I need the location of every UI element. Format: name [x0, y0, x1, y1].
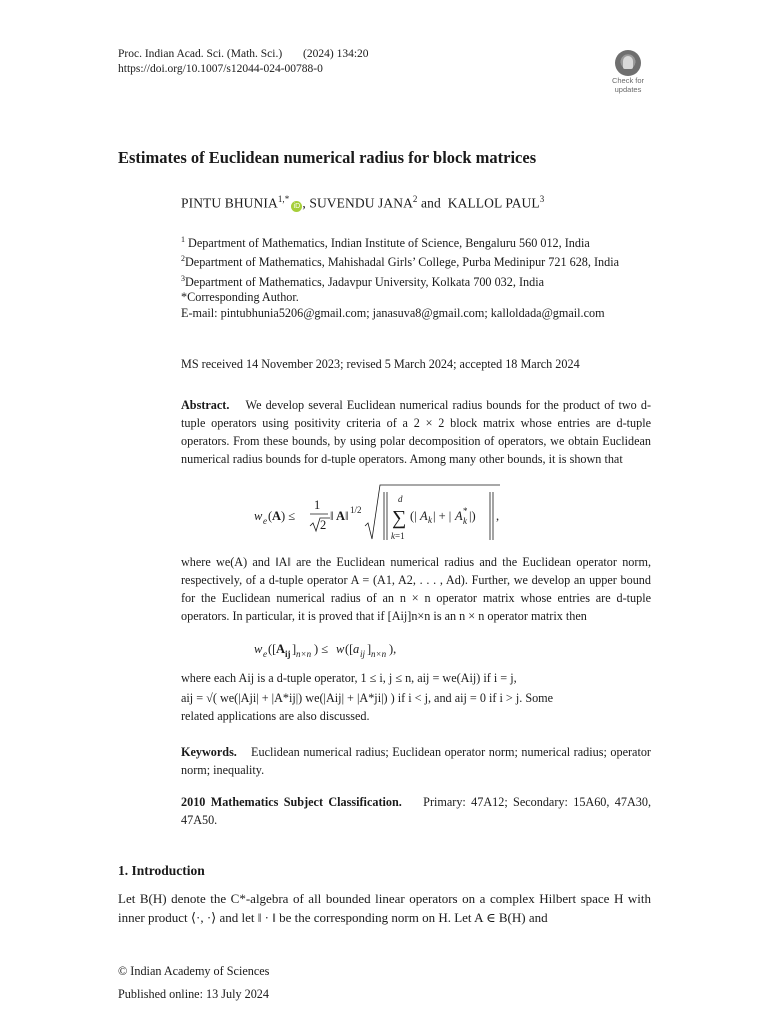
keywords-label: Keywords.: [181, 745, 237, 759]
svg-text:e: e: [263, 649, 267, 659]
equation-2: [254, 638, 454, 660]
published-date: Published online: 13 July 2024: [118, 987, 269, 1001]
svg-text:n×n: n×n: [371, 649, 387, 659]
svg-text:e: e: [263, 516, 267, 526]
svg-text:k: k: [463, 516, 467, 526]
abstract-text-3a: where each Aij is a d-tuple operator, 1 ≤ i, j ≤ n, aij = we(Aij) if i = j,: [181, 671, 517, 685]
svg-text:k=1: k=1: [391, 531, 405, 541]
svg-text:2: 2: [320, 518, 327, 532]
svg-text:) ≤: ) ≤: [314, 642, 329, 656]
abstract-paragraph-3: [181, 669, 651, 725]
svg-text:([: ([: [268, 642, 277, 656]
abstract-paragraph-1: [181, 396, 651, 468]
svg-text:]: ]: [292, 642, 297, 656]
svg-text:n×n: n×n: [296, 649, 312, 659]
author-2: SUVENDU JANA: [309, 195, 413, 211]
svg-text:1: 1: [314, 498, 321, 512]
svg-text:ij: ij: [285, 649, 291, 659]
email-line[interactable]: E-mail: pintubhunia5206@gmail.com; janasuva8@gmail.com; kalloldada@gmail.com: [181, 305, 605, 320]
journal-header: [118, 47, 369, 62]
affiliation-1: $^1$ Department of Mathematics, Indian Institute of Science, Bengaluru 560 012, India: [181, 235, 590, 251]
author-list: PINTU $BHUNIA^{1,*}iD$ , SUVENDU JANA$^2$ and KALLOL PAUL$^3$: [181, 194, 545, 211]
svg-text:A: A: [276, 642, 286, 656]
abstract-label: Abstract.: [181, 398, 230, 412]
journal-name: Proc. Indian Acad. Sci. (Math. Sci.): [118, 48, 283, 60]
corresponding-author: *Corresponding Author.: [181, 290, 299, 305]
svg-text:w: w: [254, 509, 263, 523]
equation-2-graphic: [254, 638, 454, 660]
msc-text: Primary: 47A12; Secondary: 15A60, 47A30, 47A50.: [181, 795, 652, 827]
svg-text:‖: ‖: [330, 509, 334, 523]
author-1-sup: 1,*: [277, 194, 290, 204]
svg-text:A: A: [272, 509, 282, 523]
svg-text:*: *: [463, 506, 468, 516]
author-3-sup: 3: [539, 194, 545, 204]
svg-text:([: ([: [345, 642, 354, 656]
svg-text:ij: ij: [360, 649, 366, 659]
check-badge-line2: updates: [614, 85, 642, 94]
svg-text:a: a: [353, 642, 360, 656]
check-for-updates-badge[interactable]: [606, 50, 650, 94]
keywords-text: Euclidean numerical radius; Euclidean operator norm; numerical radius; operator norm; inequality.: [181, 745, 651, 777]
submission-dates: MS received 14 November 2023; revised 5 March 2024; accepted 18 March 2024: [181, 357, 580, 371]
svg-text:) ≤: ) ≤: [281, 509, 296, 523]
bookmark-icon: [615, 50, 641, 76]
svg-text:A: A: [336, 509, 346, 523]
svg-text:d: d: [398, 494, 403, 504]
introduction-text: Let B(H) denote the C*-algebra of all bounded linear operators on a complex Hilbert space H with inner product ⟨·, ·⟩ and let ‖ · ‖ be the corresponding norm on H. Let A ∈ B(H) and: [118, 891, 651, 925]
copyright-notice: © Indian Academy of Sciences: [118, 964, 270, 978]
svg-text:),: ),: [389, 642, 397, 656]
svg-text:| + |: | + |: [433, 509, 452, 523]
equation-1: [254, 484, 514, 546]
affiliation-2: $^2$Department of Mathematics, Mahishadal Girls’ College, Purba Medinipur 721 628, India: [181, 254, 620, 270]
svg-text:k: k: [428, 515, 432, 525]
svg-text:w: w: [336, 642, 345, 656]
svg-text:‖: ‖: [345, 509, 349, 523]
orcid-icon[interactable]: iD: [291, 201, 302, 212]
svg-text:(: (: [268, 509, 273, 523]
abstract-text-3c: related applications are also discussed.: [181, 709, 370, 723]
svg-text:,: ,: [496, 509, 500, 523]
abstract-text-3b: aij = √( we(|Aji| + |A*ij|) we(|Aij| + |A*ji|) ) if i < j, and aij = 0 if i > j. Some: [181, 691, 554, 705]
section-heading-introduction: 1. Introduction: [118, 863, 205, 878]
author-and: and: [421, 195, 441, 211]
journal-volume: (2024) 134:20: [303, 48, 369, 60]
affiliations: [181, 232, 651, 321]
abstract-text-1: We develop several Euclidean numerical radius bounds for the product of two d-tuple operators using positivity criteria of a 2 × 2 block matrix whose entries are d-tuple operators. From these bounds, by using polar decomposition of operators, we obtain Euclidean numerical radius bounds for d-tuple operators. Among many other bounds, it is shown that: [181, 398, 652, 466]
doi-link[interactable]: https://doi.org/10.1007/s12044-024-00788-0: [118, 63, 323, 75]
svg-text:w: w: [254, 642, 263, 656]
paper-title: Estimates of Euclidean numerical radius for block matrices: [118, 148, 537, 167]
author-3: KALLOL PAUL: [447, 195, 540, 211]
svg-text:A: A: [455, 509, 463, 523]
equation-1-graphic: [254, 484, 514, 546]
check-badge-line1: Check for: [611, 76, 645, 85]
keywords: [181, 743, 651, 779]
svg-text:(|: (|: [410, 509, 417, 523]
svg-text:]: ]: [367, 642, 372, 656]
author-2-sup: 2: [412, 194, 418, 204]
msc-label: 2010 Mathematics Subject Classification.: [181, 795, 402, 809]
affiliation-3: $^3$Department of Mathematics, Jadavpur University, Kolkata 700 032, India: [181, 273, 544, 289]
abstract-paragraph-2: where we(A) and ‖A‖ are the Euclidean numerical radius and the Euclidean operator norm, respectively, of a d-tuple operator A = (A1, A2, . . . , Ad). Further, we develop an upper bound for the Euclidean numerical radius of an n × n operator matrix whose entries are d-tuple operators. In particular, it is proved that if [Aij]n×n is an n × n operator matrix then: [181, 555, 651, 623]
svg-text:A: A: [420, 509, 428, 523]
svg-text:∑: ∑: [392, 507, 407, 529]
msc-classification: [181, 793, 651, 829]
svg-text:|): |): [469, 509, 476, 523]
author-1: PINTU BHUNIA: [181, 195, 278, 211]
svg-text:1/2: 1/2: [350, 505, 362, 515]
